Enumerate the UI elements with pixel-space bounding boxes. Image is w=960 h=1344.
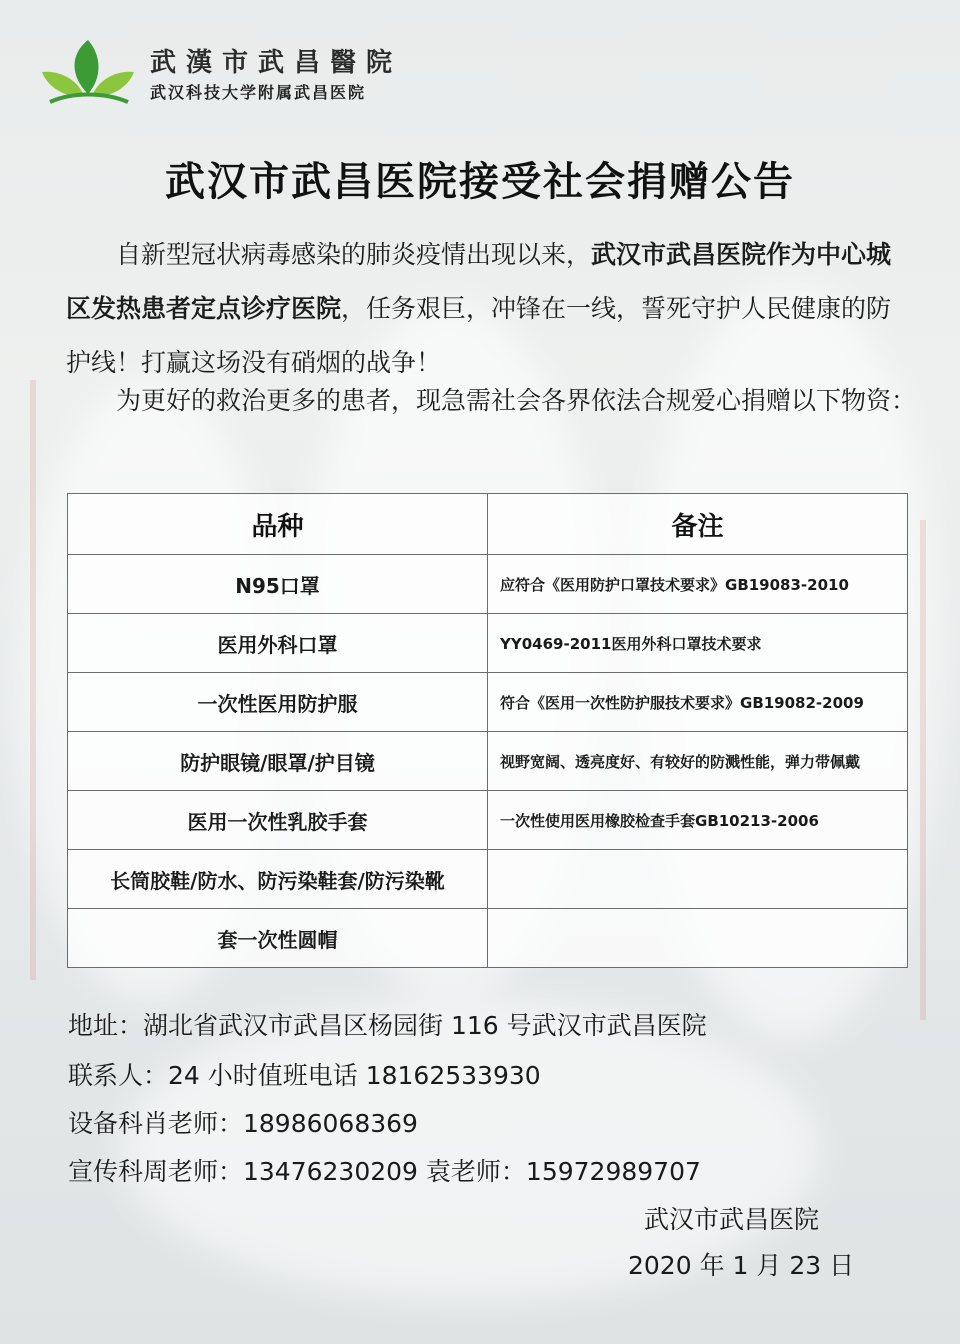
page-title: 武汉市武昌医院接受社会捐赠公告: [165, 159, 795, 205]
cell-kind: 防护眼镜/眼罩/护目镜: [68, 732, 488, 791]
cell-note: [488, 909, 908, 968]
hospital-logo-icon: [40, 36, 136, 106]
cell-note: [488, 850, 908, 909]
cell-note: 视野宽阔、透亮度好、有较好的防溅性能，弹力带佩戴: [488, 732, 908, 791]
intro-paragraph-2: 为更好的救治更多的患者，现急需社会各界依法合规爱心捐赠以下物资：: [116, 386, 917, 415]
table-row: [68, 791, 908, 850]
table-row: [68, 909, 908, 968]
cell-kind: 一次性医用防护服: [68, 673, 488, 732]
address-line: 地址：湖北省武汉市武昌区杨园街 116 号武汉市武昌医院: [68, 1011, 707, 1040]
signature-date: 2020 年 1 月 23 日: [628, 1251, 855, 1280]
table-row: [68, 614, 908, 673]
table-row: [68, 732, 908, 791]
supply-table: [67, 493, 908, 968]
header-note: 备注: [488, 494, 908, 555]
cell-note: 符合《医用一次性防护服技术要求》GB19082-2009: [488, 673, 908, 732]
cell-kind: N95口罩: [68, 555, 488, 614]
table-row: [68, 673, 908, 732]
hospital-name: 武漢市武昌醫院: [150, 48, 403, 78]
intro-bold-text: 武汉市武昌医院作为中心城区发热患者定点诊疗医院: [66, 240, 892, 323]
publicity-contact-line: 宣传科周老师：13476230209 袁老师：15972989707: [68, 1157, 701, 1186]
background-stripe: [920, 520, 926, 1020]
cell-kind: 医用一次性乳胶手套: [68, 791, 488, 850]
cell-note: YY0469-2011医用外科口罩技术要求: [488, 614, 908, 673]
cell-kind: 套一次性圆帽: [68, 909, 488, 968]
cell-kind: 医用外科口罩: [68, 614, 488, 673]
cell-note: 一次性使用医用橡胶检查手套GB10213-2006: [488, 791, 908, 850]
table-row: [68, 555, 908, 614]
intro-text: ，任务艰巨，冲锋在一线，誓死守护人民健康的防护线！打赢这场没有硝烟的战争！: [66, 294, 892, 377]
header-kind: 品种: [68, 494, 488, 555]
cell-note: 应符合《医用防护口罩技术要求》GB19083-2010: [488, 555, 908, 614]
table-row: [68, 850, 908, 909]
equipment-contact-line: 设备科肖老师：18986068369: [68, 1109, 418, 1138]
cell-kind: 长筒胶鞋/防水、防污染鞋套/防污染靴: [68, 850, 488, 909]
intro-paragraph-1: [66, 228, 916, 390]
intro-text: 自新型冠状病毒感染的肺炎疫情出现以来，: [116, 240, 592, 269]
hospital-affiliation: 武汉科技大学附属武昌医院: [150, 83, 367, 102]
background-stripe: [30, 380, 36, 980]
signature-org: 武汉市武昌医院: [644, 1205, 820, 1234]
duty-phone-line: 联系人：24 小时值班电话 18162533930: [68, 1061, 541, 1090]
table-header-row: [68, 494, 908, 555]
